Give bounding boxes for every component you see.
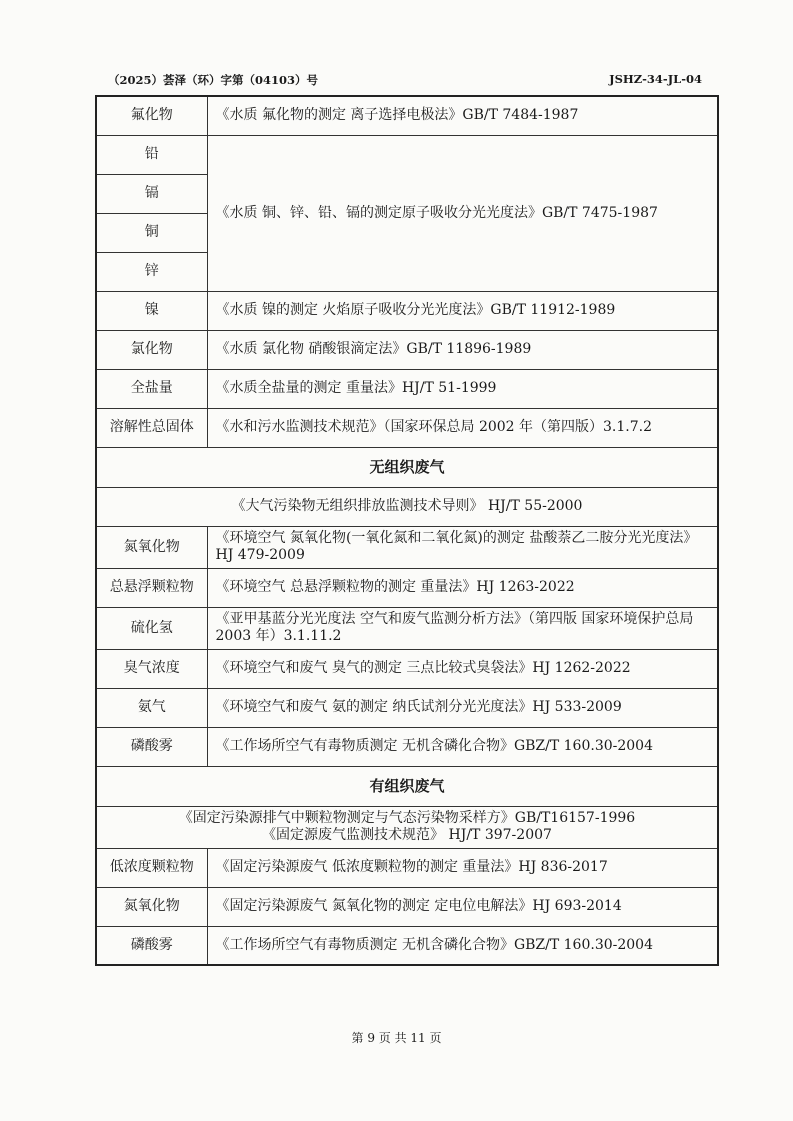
item-name: 全盐量 (96, 369, 207, 408)
item-name: 氮氧化物 (96, 887, 207, 926)
method-text: 《环境空气 总悬浮颗粒物的测定 重量法》HJ 1263-2022 (207, 568, 718, 607)
item-name: 氟化物 (96, 96, 207, 135)
general-method-line-2: 《固定源废气监测技术规范》 HJ/T 397-2007 (262, 827, 552, 843)
section-header-row (96, 766, 718, 806)
method-text: 《工作场所空气有毒物质测定 无机含磷化合物》GBZ/T 160.30-2004 (207, 926, 718, 965)
general-method-text: 《大气污染物无组织排放监测技术导则》 HJ/T 55-2000 (96, 487, 718, 526)
page-number: 第 9 页 共 11 页 (351, 1031, 442, 1045)
table-row (96, 330, 718, 369)
item-name: 低浓度颗粒物 (96, 848, 207, 887)
method-text: 《水质全盐量的测定 重量法》HJ/T 51-1999 (207, 369, 718, 408)
method-text: 《固定污染源废气 氮氧化物的测定 定电位电解法》HJ 693-2014 (207, 887, 718, 926)
method-text: 《水质 氟化物的测定 离子选择电极法》GB/T 7484-1987 (207, 96, 718, 135)
item-name: 磷酸雾 (96, 926, 207, 965)
method-text: 《工作场所空气有毒物质测定 无机含磷化合物》GBZ/T 160.30-2004 (207, 727, 718, 766)
method-text: 《环境空气和废气 氨的测定 纳氏试剂分光光度法》HJ 533-2009 (207, 688, 718, 727)
method-text: 《水质 铜、锌、铅、镉的测定原子吸收分光光度法》GB/T 7475-1987 (207, 135, 718, 291)
table-row (96, 887, 718, 926)
table-row (96, 291, 718, 330)
item-name: 溶解性总固体 (96, 408, 207, 447)
table-row (96, 848, 718, 887)
general-method-text (96, 806, 718, 848)
item-name: 镉 (96, 174, 207, 213)
document-code: JSHZ-34-JL-04 (609, 72, 702, 86)
item-name: 镍 (96, 291, 207, 330)
item-name: 硫化氢 (96, 607, 207, 649)
table-row (96, 688, 718, 727)
table-row (96, 926, 718, 965)
method-text: 《环境空气和废气 臭气的测定 三点比较式臭袋法》HJ 1262-2022 (207, 649, 718, 688)
table-row (96, 806, 718, 848)
table-row (96, 649, 718, 688)
table-row (96, 487, 718, 526)
item-name: 磷酸雾 (96, 727, 207, 766)
item-name: 铜 (96, 213, 207, 252)
report-number: （2025）荟泽（环）字第（04103）号 (108, 73, 319, 87)
method-text: 《固定污染源废气 低浓度颗粒物的测定 重量法》HJ 836-2017 (207, 848, 718, 887)
item-name: 臭气浓度 (96, 649, 207, 688)
table-row (96, 369, 718, 408)
table-row (96, 96, 718, 135)
table-row (96, 408, 718, 447)
table-row (96, 727, 718, 766)
method-text: 《水和污水监测技术规范》（国家环保总局 2002 年（第四版）3.1.7.2 (207, 408, 718, 447)
item-name: 氨气 (96, 688, 207, 727)
table-row (96, 607, 718, 649)
section-title-organized-gas: 有组织废气 (96, 766, 718, 806)
method-text: 《水质 氯化物 硝酸银滴定法》GB/T 11896-1989 (207, 330, 718, 369)
table-row (96, 526, 718, 568)
general-method-line-1: 《固定污染源排气中颗粒物测定与气态污染物采样方》GB/T16157-1996 (178, 810, 636, 826)
method-text: 《环境空气 氮氧化物(一氧化氮和二氧化氮)的测定 盐酸萘乙二胺分光光度法》HJ 479-2009 (207, 526, 718, 568)
item-name: 铅 (96, 135, 207, 174)
method-text: 《亚甲基蓝分光光度法 空气和废气监测分析方法》（第四版 国家环境保护总局 2003 年）3.1.11.2 (207, 607, 718, 649)
item-name: 氯化物 (96, 330, 207, 369)
table-row (96, 568, 718, 607)
item-name: 总悬浮颗粒物 (96, 568, 207, 607)
item-name: 氮氧化物 (96, 526, 207, 568)
method-text: 《水质 镍的测定 火焰原子吸收分光光度法》GB/T 11912-1989 (207, 291, 718, 330)
section-header-row (96, 447, 718, 487)
section-title-fugitive-gas: 无组织废气 (96, 447, 718, 487)
methods-table (95, 95, 719, 966)
table-row (96, 135, 718, 174)
item-name: 锌 (96, 252, 207, 291)
